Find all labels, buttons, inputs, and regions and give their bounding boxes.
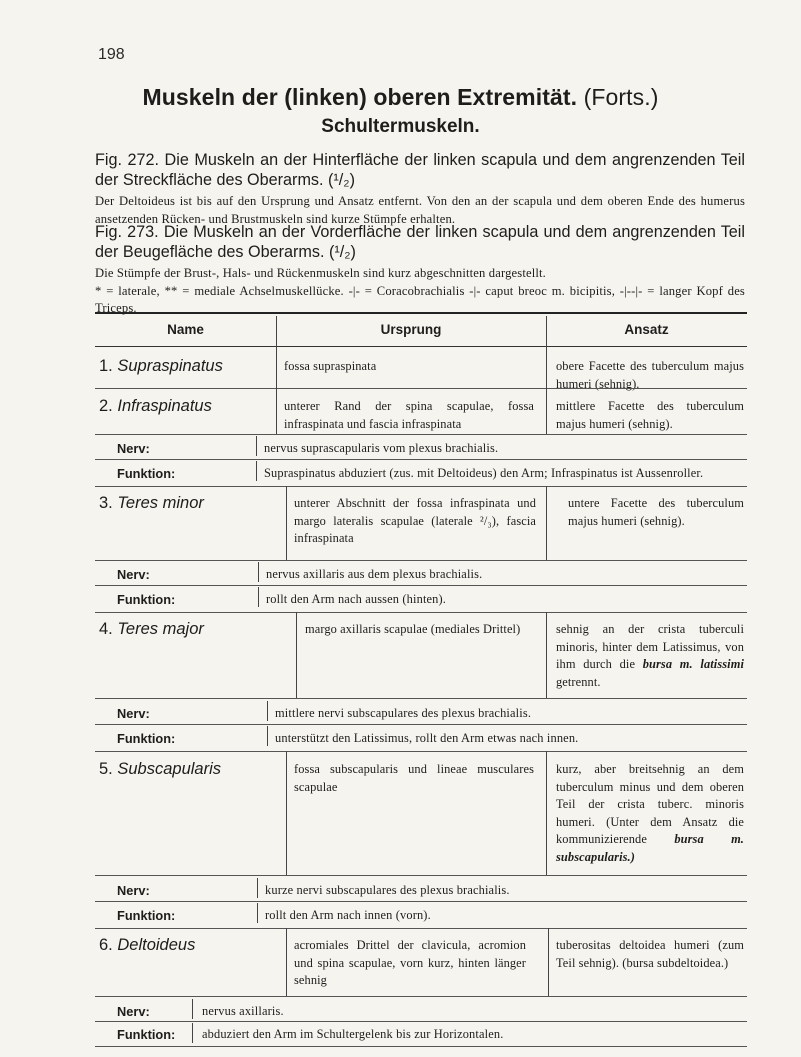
label-divider — [257, 903, 258, 923]
nerv-value: nervus axillaris aus dem plexus brachialis. — [266, 567, 483, 581]
header-ursprung: Ursprung — [380, 322, 442, 337]
column-divider — [296, 612, 297, 698]
figure-caption-272 — [95, 150, 745, 228]
ansatz-text: kurz, aber breitsehnig an dem tuberculum minus und dem oberen Teil der crista tuberc. minoris humeri. (Unter dem Ansatz die kommunizierende — [556, 762, 744, 847]
row-rule — [95, 996, 747, 997]
funktion-label: Funktion: — [117, 466, 176, 481]
row-rule — [95, 459, 747, 460]
nerv-label: Nerv: — [117, 1004, 150, 1019]
funktion-value: abduziert den Arm im Schultergelenk bis zur Horizontalen. — [202, 1027, 504, 1041]
column-divider — [286, 751, 287, 875]
page-number: 198 — [98, 46, 125, 63]
header-name: Name — [167, 322, 204, 337]
muscle-number: 2. — [99, 397, 113, 415]
muscle-name-subscapularis — [99, 760, 221, 779]
section-rule — [95, 928, 747, 929]
title-forts: (Forts.) — [583, 84, 659, 110]
column-divider — [546, 388, 547, 434]
ansatz-text-end: getrennt. — [556, 674, 601, 689]
section-rule — [95, 751, 747, 752]
muscle-label: Infraspinatus — [117, 397, 212, 415]
figure-heading-text: Die Muskeln an der Vorderfläche der linken scapula und dem angrenzenden Teil der Beugefläche des Oberarms. (¹/₂) — [95, 223, 745, 261]
muscle-name-deltoideus — [99, 936, 195, 955]
funktion-value: rollt den Arm nach aussen (hinten). — [266, 592, 447, 606]
muscle-name-teres-minor — [99, 494, 204, 513]
column-divider — [546, 346, 547, 388]
column-divider — [276, 346, 277, 388]
column-divider — [286, 928, 287, 996]
row-rule — [95, 901, 747, 902]
figure-description: Die Stümpfe der Brust-, Hals- und Rückenmuskeln sind kurz abgeschnitten dargestellt. — [95, 266, 546, 280]
nerv-label: Nerv: — [117, 706, 150, 721]
ansatz-cell: obere Facette des tuberculum majus humeri (sehnig). — [556, 359, 744, 391]
ursprung-cell: unterer Abschnitt der fossa infraspinata und margo lateralis scapulae (laterale ²/₃), fascia infraspinata — [294, 496, 536, 546]
label-divider — [256, 436, 257, 456]
ansatz-text: sehnig an der crista tuberculi minoris, hinter dem Latissimus, von ihm durch die — [556, 622, 744, 672]
muscle-name-teres-major — [99, 620, 204, 639]
column-divider — [546, 316, 547, 346]
section-rule — [95, 486, 747, 487]
muscle-label: Subscapularis — [117, 760, 221, 778]
label-divider — [192, 1023, 193, 1043]
row-rule — [95, 875, 747, 876]
nerv-value: kurze nervi subscapulares des plexus brachialis. — [265, 883, 510, 897]
ansatz-cell: tuberositas deltoidea humeri (zum Teil sehnig). (bursa subdeltoidea.) — [556, 938, 744, 970]
muscle-number: 6. — [99, 936, 113, 954]
muscle-number: 4. — [99, 620, 113, 638]
row-rule — [95, 560, 747, 561]
funktion-value: rollt den Arm nach innen (vorn). — [265, 908, 431, 922]
funktion-value: unterstützt den Latissimus, rollt den Arm etwas nach innen. — [275, 731, 579, 745]
muscle-name-infraspinatus — [99, 397, 212, 416]
header-ansatz: Ansatz — [624, 322, 669, 337]
table-bottom-rule — [95, 1046, 747, 1047]
ansatz-bursa: bursa m. subscapularis.) — [556, 832, 745, 864]
ursprung-cell: margo axillaris scapulae (mediales Drittel) — [305, 622, 521, 636]
nerv-value: nervus axillaris. — [202, 1004, 284, 1018]
figure-legend: * = laterale, ** = mediale Achselmuskellücke. -|- = Coracobrachialis -|- caput breoc m. bicipitis, -|--|- = langer Kopf des Triceps. — [95, 283, 745, 315]
funktion-label: Funktion: — [117, 1027, 176, 1042]
ursprung-cell: fossa subscapularis und lineae musculares scapulae — [294, 762, 534, 794]
funktion-label: Funktion: — [117, 731, 176, 746]
title-main: Muskeln der (linken) oberen Extremität. — [142, 84, 578, 110]
section-rule — [95, 612, 747, 613]
ansatz-cell — [556, 621, 744, 691]
figure-description: Der Deltoideus ist bis auf den Ursprung und Ansatz entfernt. Von den an der scapula und dem oberen Ende des humerus ansetzenden Rücken- und Brustmuskeln sind kurze Stümpfe erhalten. — [95, 194, 745, 226]
column-divider — [286, 486, 287, 560]
nerv-label: Nerv: — [117, 567, 150, 582]
figure-caption-273 — [95, 222, 745, 318]
nerv-label: Nerv: — [117, 883, 150, 898]
label-divider — [192, 999, 193, 1019]
muscle-label: Deltoideus — [117, 936, 196, 954]
funktion-label: Funktion: — [117, 592, 176, 607]
muscle-label: Supraspinatus — [117, 357, 223, 375]
figure-number: Fig. 273. — [95, 223, 159, 241]
column-divider — [548, 928, 549, 996]
ansatz-cell: untere Facette des tuberculum majus humeri (sehnig). — [568, 496, 744, 528]
row-rule — [95, 1021, 747, 1022]
label-divider — [257, 878, 258, 898]
ansatz-cell: mittlere Facette des tuberculum majus humeri (sehnig). — [556, 399, 744, 431]
muscle-name-supraspinatus — [99, 357, 223, 376]
funktion-label: Funktion: — [117, 908, 176, 923]
column-divider — [276, 316, 277, 346]
label-divider — [258, 587, 259, 607]
ursprung-cell: unterer Rand der spina scapulae, fossa infraspinata und fascia infraspinata — [284, 399, 534, 431]
nerv-value: nervus suprascapularis vom plexus brachialis. — [264, 441, 499, 455]
row-rule — [95, 434, 747, 435]
ursprung-cell: fossa supraspinata — [284, 359, 377, 373]
muscle-number: 5. — [99, 760, 113, 778]
column-divider — [546, 486, 547, 560]
ansatz-bursa: bursa m. latissimi — [642, 657, 744, 672]
section-subtitle: Schultermuskeln. — [321, 116, 480, 137]
label-divider — [267, 701, 268, 721]
figure-heading-text: Die Muskeln an der Hinterfläche der linken scapula und dem angrenzenden Teil der Streckfläche des Oberarms. (¹/₂) — [95, 151, 745, 189]
nerv-label: Nerv: — [117, 441, 150, 456]
label-divider — [267, 726, 268, 746]
column-divider — [546, 612, 547, 698]
muscle-number: 1. — [99, 357, 113, 375]
table-top-rule — [95, 312, 747, 314]
figure-heading — [95, 222, 745, 262]
column-divider — [546, 751, 547, 875]
muscle-number: 3. — [99, 494, 113, 512]
muscle-label: Teres minor — [117, 494, 204, 512]
row-rule — [95, 698, 747, 699]
row-rule — [95, 585, 747, 586]
header-rule — [95, 346, 747, 347]
label-divider — [256, 461, 257, 481]
row-rule — [95, 388, 747, 389]
funktion-value: Supraspinatus abduziert (zus. mit Deltoideus) den Arm; Infraspinatus ist Aussenroller. — [264, 466, 704, 480]
muscle-label: Teres major — [117, 620, 204, 638]
page-title — [0, 84, 801, 111]
figure-heading — [95, 150, 745, 190]
ansatz-cell — [556, 761, 744, 867]
figure-number: Fig. 272. — [95, 151, 160, 169]
column-divider — [276, 388, 277, 434]
label-divider — [258, 562, 259, 582]
row-rule — [95, 724, 747, 725]
ursprung-cell: acromiales Drittel der clavicula, acromion und spina scapulae, vorn kurz, hinten länger sehnig — [294, 938, 526, 988]
nerv-value: mittlere nervi subscapulares des plexus brachialis. — [275, 706, 532, 720]
